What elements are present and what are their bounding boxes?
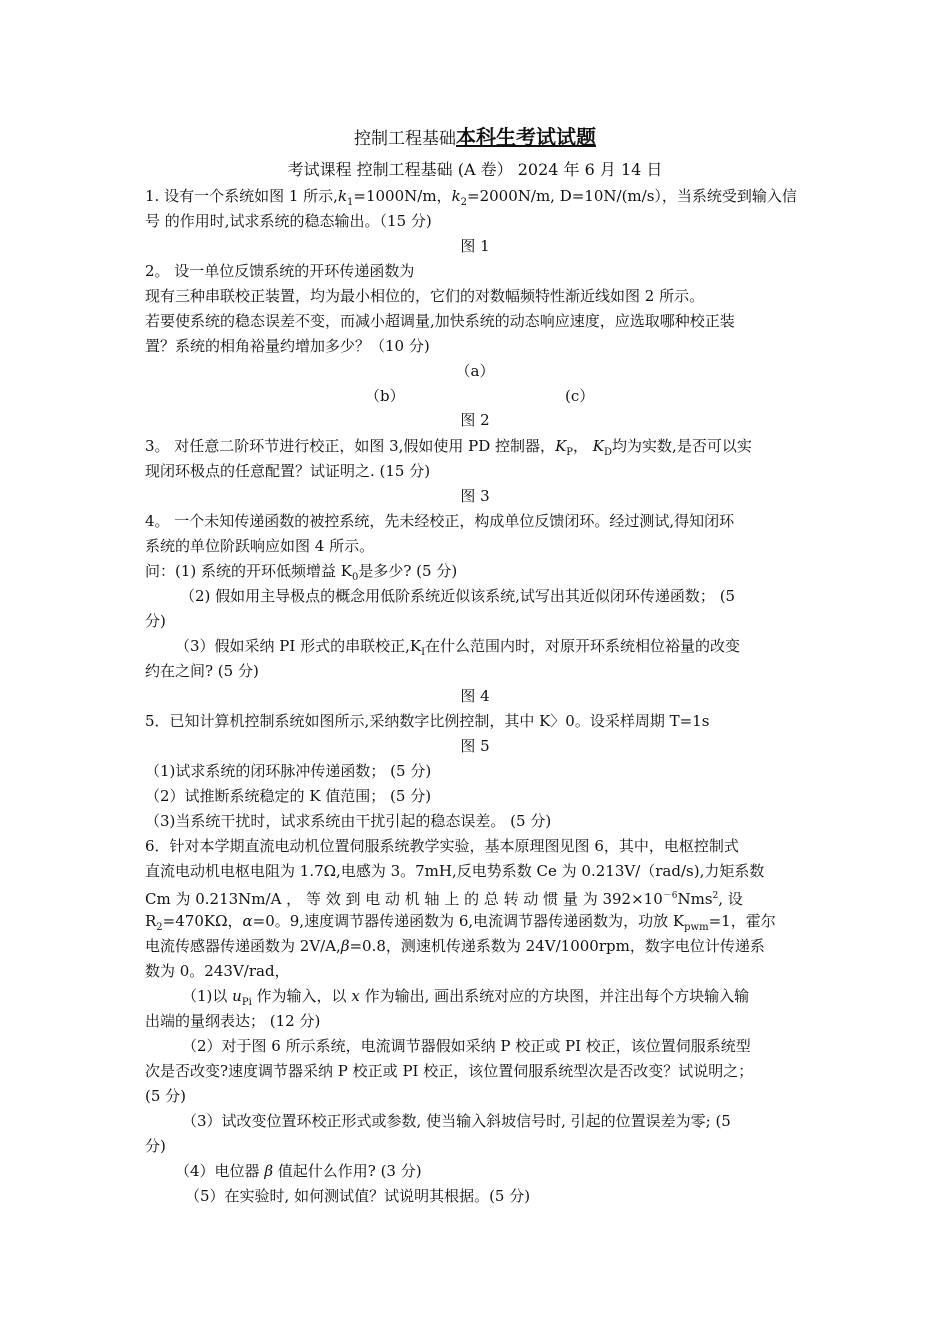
q3-line2: 现闭环极点的任意配置？试证明之. (15 分): [145, 462, 431, 480]
figure-2-caption: 图 2: [460, 411, 490, 429]
q6-line1: 6．针对本学期直流电动机位置伺服系统教学实验，基本原理图见图 6，其中，电枢控制式: [145, 837, 739, 855]
q6-part4: （4）电位器 β 值起什么作用? (3 分): [175, 1162, 422, 1180]
exam-subtitle: 考试课程 控制工程基础 (A 卷） 2024 年 6 月 14 日: [287, 160, 663, 179]
q6-part3-line2: 分): [145, 1137, 166, 1155]
figure-4-caption: 图 4: [460, 687, 490, 705]
figure-2c-label: (c）: [565, 387, 595, 405]
q6-part1-line2: 出端的量纲表达； (12 分): [145, 1012, 321, 1030]
q6-part2: （2）对于图 6 所示系统，电流调节器假如采纳 P 校正或 PI 校正，该位置伺服系统型: [182, 1037, 751, 1055]
q1-line1: 1. 设有一个系统如图 1 所示$,k_1=1000N/m$，$k_2=2000N/m$, D=10N/(m/s），当系统受到输入信: [145, 187, 797, 208]
q2-line3: 若要使系统的稳态误差不变，而减小超调量,加快系统的动态响应速度，应选取哪种校正装: [145, 312, 735, 330]
q4-line6: （3）假如采纳 PI 形式的串联校正$,K_I$在什么范围内时，对原开环系统相位裕量的改变: [175, 637, 741, 658]
figure-2b-label: （b）: [365, 387, 405, 405]
q2-line1: 2。 设一单位反馈系统的开环传递函数为: [145, 262, 415, 280]
figure-2a-label: （a）: [455, 362, 495, 380]
q6-line3: Cm 为 0.213Nm/A ， 等 效 到 电 动 机 轴 上 的 总 转 动 惯 量 为 $392\times 10^{-6}Nms^2$, 设: [145, 890, 743, 908]
q4-line7: 约在之间? (5 分): [145, 662, 259, 680]
figure-1-caption: 图 1: [460, 237, 490, 255]
exam-title: 控制工程基础本科生考试试题: [354, 125, 596, 149]
q3-line1: 3。 对任意二阶环节进行校正，如图 3,假如使用 PD 控制器，$K_P$， $K_D$均为实数,是否可以实: [145, 437, 752, 458]
q5-line3: （2）试推断系统稳定的 K 值范围； (5 分): [145, 787, 432, 805]
q6-part5: （5）在实验时, 如何测试值？试说明其根据。(5 分): [185, 1187, 531, 1205]
exam-title-bold: 本科生考试试题: [456, 125, 596, 149]
q6-part1: （1)以 $u_{Pi}$ 作为输入，以 x 作为输出, 画出系统对应的方块图，并注出每个方块输入输: [182, 987, 750, 1008]
q1-line2: 号 的作用时,试求系统的稳态输出。（15 分): [145, 212, 432, 230]
q2-line4: 置？系统的相角裕量约增加多少？（10 分): [145, 337, 430, 355]
q4-line1: 4。 一个未知传递函数的被控系统，先未经校正，构成单位反馈闭环。经过测试,得知闭环: [145, 512, 735, 530]
q5-line2: （1)试求系统的闭环脉冲传递函数； (5 分): [145, 762, 432, 780]
q2-line2: 现有三种串联校正装置，均为最小相位的，它们的对数幅频特性渐近线如图 2 所示。: [145, 287, 705, 305]
q4-line5: 分): [145, 612, 166, 630]
q6-line4: $R_2=470K\Omega$，α=0。9,速度调节器传递函数为 6,电流调节器传递函数为，功放 $K_{pwm}=1$，霍尔: [145, 912, 776, 933]
q6-part2-line3: (5 分): [145, 1087, 187, 1105]
q4-line4: （2) 假如用主导极点的概念用低阶系统近似该系统,试写出其近似闭环传递函数； (5: [180, 587, 736, 605]
q4-line3: 问：(1) 系统的开环低频增益 $K_0$是多少? (5 分): [145, 562, 458, 583]
figure-5-caption: 图 5: [460, 737, 490, 755]
q5-line1: 5．已知计算机控制系统如图所示,采纳数字比例控制，其中 K〉0。设采样周期 T=1s: [145, 712, 710, 730]
q6-line6: 数为 0。243V/rad，: [145, 962, 290, 980]
q6-part3: （3）试改变位置环校正形式或参数, 使当输入斜坡信号时, 引起的位置误差为零; (5: [182, 1112, 731, 1130]
q4-line2: 系统的单位阶跃响应如图 4 所示。: [145, 537, 375, 555]
q6-line5: 电流传感器传递函数为 2V/A,β=0.8，测速机传递系数为 24V/1000rpm，数字电位计传递系: [145, 937, 765, 955]
q5-line4: （3)当系统干扰时，试求系统由干扰引起的稳态误差。 (5 分): [145, 812, 552, 830]
q6-part2-line2: 次是否改变?速度调节器采纳 P 校正或 PI 校正，该位置伺服系统型次是否改变？试说明之；: [145, 1062, 754, 1080]
q6-line2: 直流电动机电枢电阻为 1.7Ω,电感为 3。7mH,反电势系数 Ce 为 0.213V/（rad/s),力矩系数: [145, 862, 765, 880]
figure-3-caption: 图 3: [460, 487, 490, 505]
